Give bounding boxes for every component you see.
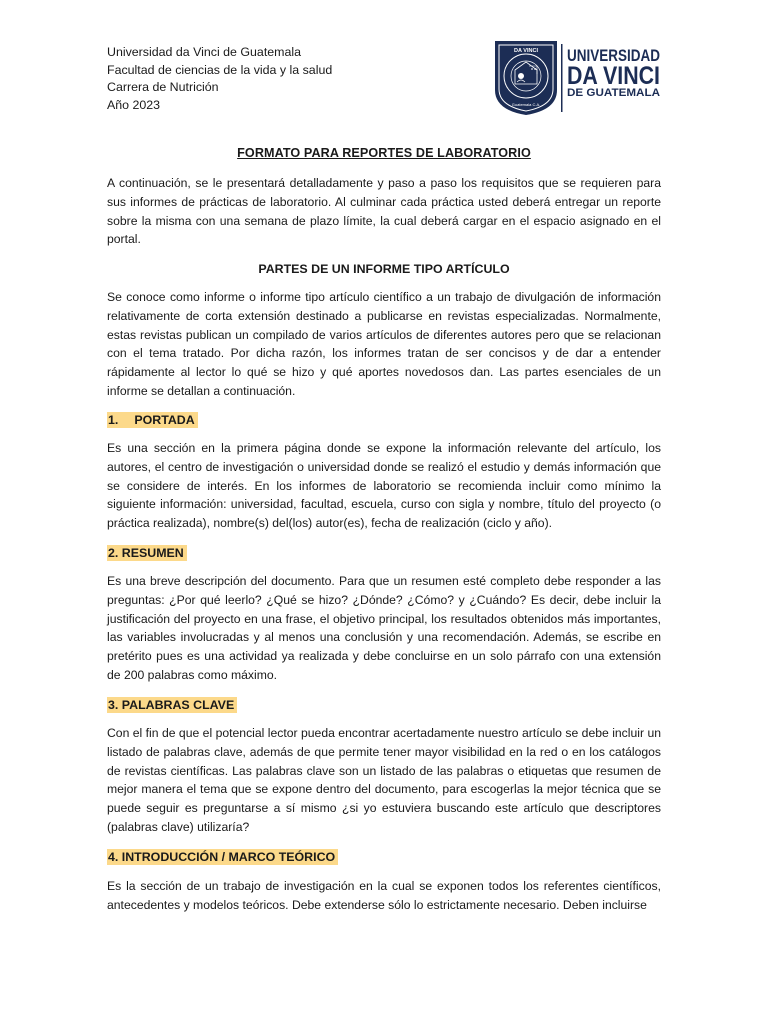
section-text-palabras-clave: Con el fin de que el potencial lector pueda encontrar acertadamente nuestro artículo se debe incluir un listado de palabras clave, además de que permite tener mayor visibilidad en la red o en los catálogos de revistas científicas. Las palabras clave son un listado de las palabras o etiquetas que resumen de mejor manera el tema que se expone dentro del documento, para escogerlas la mejor técnica que se puede seguir es preguntarse a sí mismo ¿si yo estuviera buscando este artículo que descriptores (palabras clave) utilizaría? [107, 726, 661, 834]
section-number: 1. [108, 413, 119, 427]
section-heading-portada [107, 412, 198, 428]
logo-word-guatemala: DE GUATEMALA [567, 87, 661, 99]
subtitle-paragraph: Se conoce como informe o informe tipo artículo científico a un trabajo de divulgación de información relativamente de corta extensión destinado a publicarse en revistas especializadas. Normalmente, estas revistas publican un compilado de varios artículos de diferentes autores pero que se relacionan con el tema tratado. Por dicha razón, los informes tratan de ser concisos y de dar a entender rápidamente al lector lo qué se hizo y qué aportes novedosos dan. Las partes esenciales de un informe se detallan a continuación. [107, 290, 661, 398]
institution-name: Universidad da Vinci de Guatemala [107, 45, 302, 59]
institution-header [107, 44, 332, 114]
section-heading-label: PORTADA [134, 413, 195, 427]
section-text-introduccion: Es la sección de un trabajo de investigación en la cual se exponen todos los referentes científicos, antecedentes y modelos teóricos. Debe extenderse sólo lo estrictamente necesario. Deben incluirse [107, 879, 661, 912]
document-title: FORMATO PARA REPORTES DE LABORATORIO [237, 146, 531, 160]
logo-word-davinci: DA VINCI [567, 62, 660, 90]
intro-paragraph: A continuación, se le presentará detalladamente y paso a paso los requisitos que se requieren para sus informes de prácticas de laboratorio. Al culminar cada práctica usted deberá entregar un reporte sobre la misma con una semana de plazo límite, la cual deberá cargar en el espacio asignado en el portal. [107, 176, 661, 247]
seal-top-text: DA VINCI [514, 48, 538, 54]
logo-word-universidad: UNIVERSIDAD [567, 46, 660, 65]
faculty-name: Facultad de ciencias de la vida y la salud [107, 62, 333, 77]
section-text-resumen: Es una breve descripción del documento. Para que un resumen esté completo debe responder a las preguntas: ¿Por qué leerlo? ¿Qué se hizo? ¿Dónde? ¿Cómo? y ¿Cuándo? Es decir, debe incluir la justificación del proyecto en una frase, el objetivo principal, los resultados obtenidos más importantes, las variables involucradas y al menos una conclusión y una recomendación. Además, se escribe en pretérito pues es una actividad ya realizada y debe concluirse en un solo párrafo con una extensión de 200 palabras como máximo. [107, 574, 661, 682]
seal-bottom-text: Guatemala C.A. [511, 102, 541, 107]
section-heading-introduccion: 4. INTRODUCCIÓN / MARCO TEÓRICO [107, 849, 338, 865]
logo-graphic [493, 40, 665, 116]
section-heading-palabras-clave: 3. PALABRAS CLAVE [107, 697, 237, 713]
section-subtitle: PARTES DE UN INFORME TIPO ARTÍCULO [258, 262, 510, 276]
section-text-portada: Es una sección en la primera página donde se expone la información relevante del artículo, los autores, el centro de investigación o universidad donde se realizó el estudio y demás información que se considere de interés. En los informes de laboratorio se recomienda incluir como mínimo la siguiente información: universidad, facultad, escuela, curso con sigla y nombre, título del proyecto (o práctica realizada), nombre(s) del(los) autor(es), fecha de realización (ciclo y año). [107, 441, 661, 531]
university-logo [493, 40, 665, 116]
year-label: Año 2023 [107, 97, 161, 112]
section-heading-resumen: 2. RESUMEN [107, 545, 187, 561]
program-name: Carrera de Nutrición [107, 80, 219, 94]
